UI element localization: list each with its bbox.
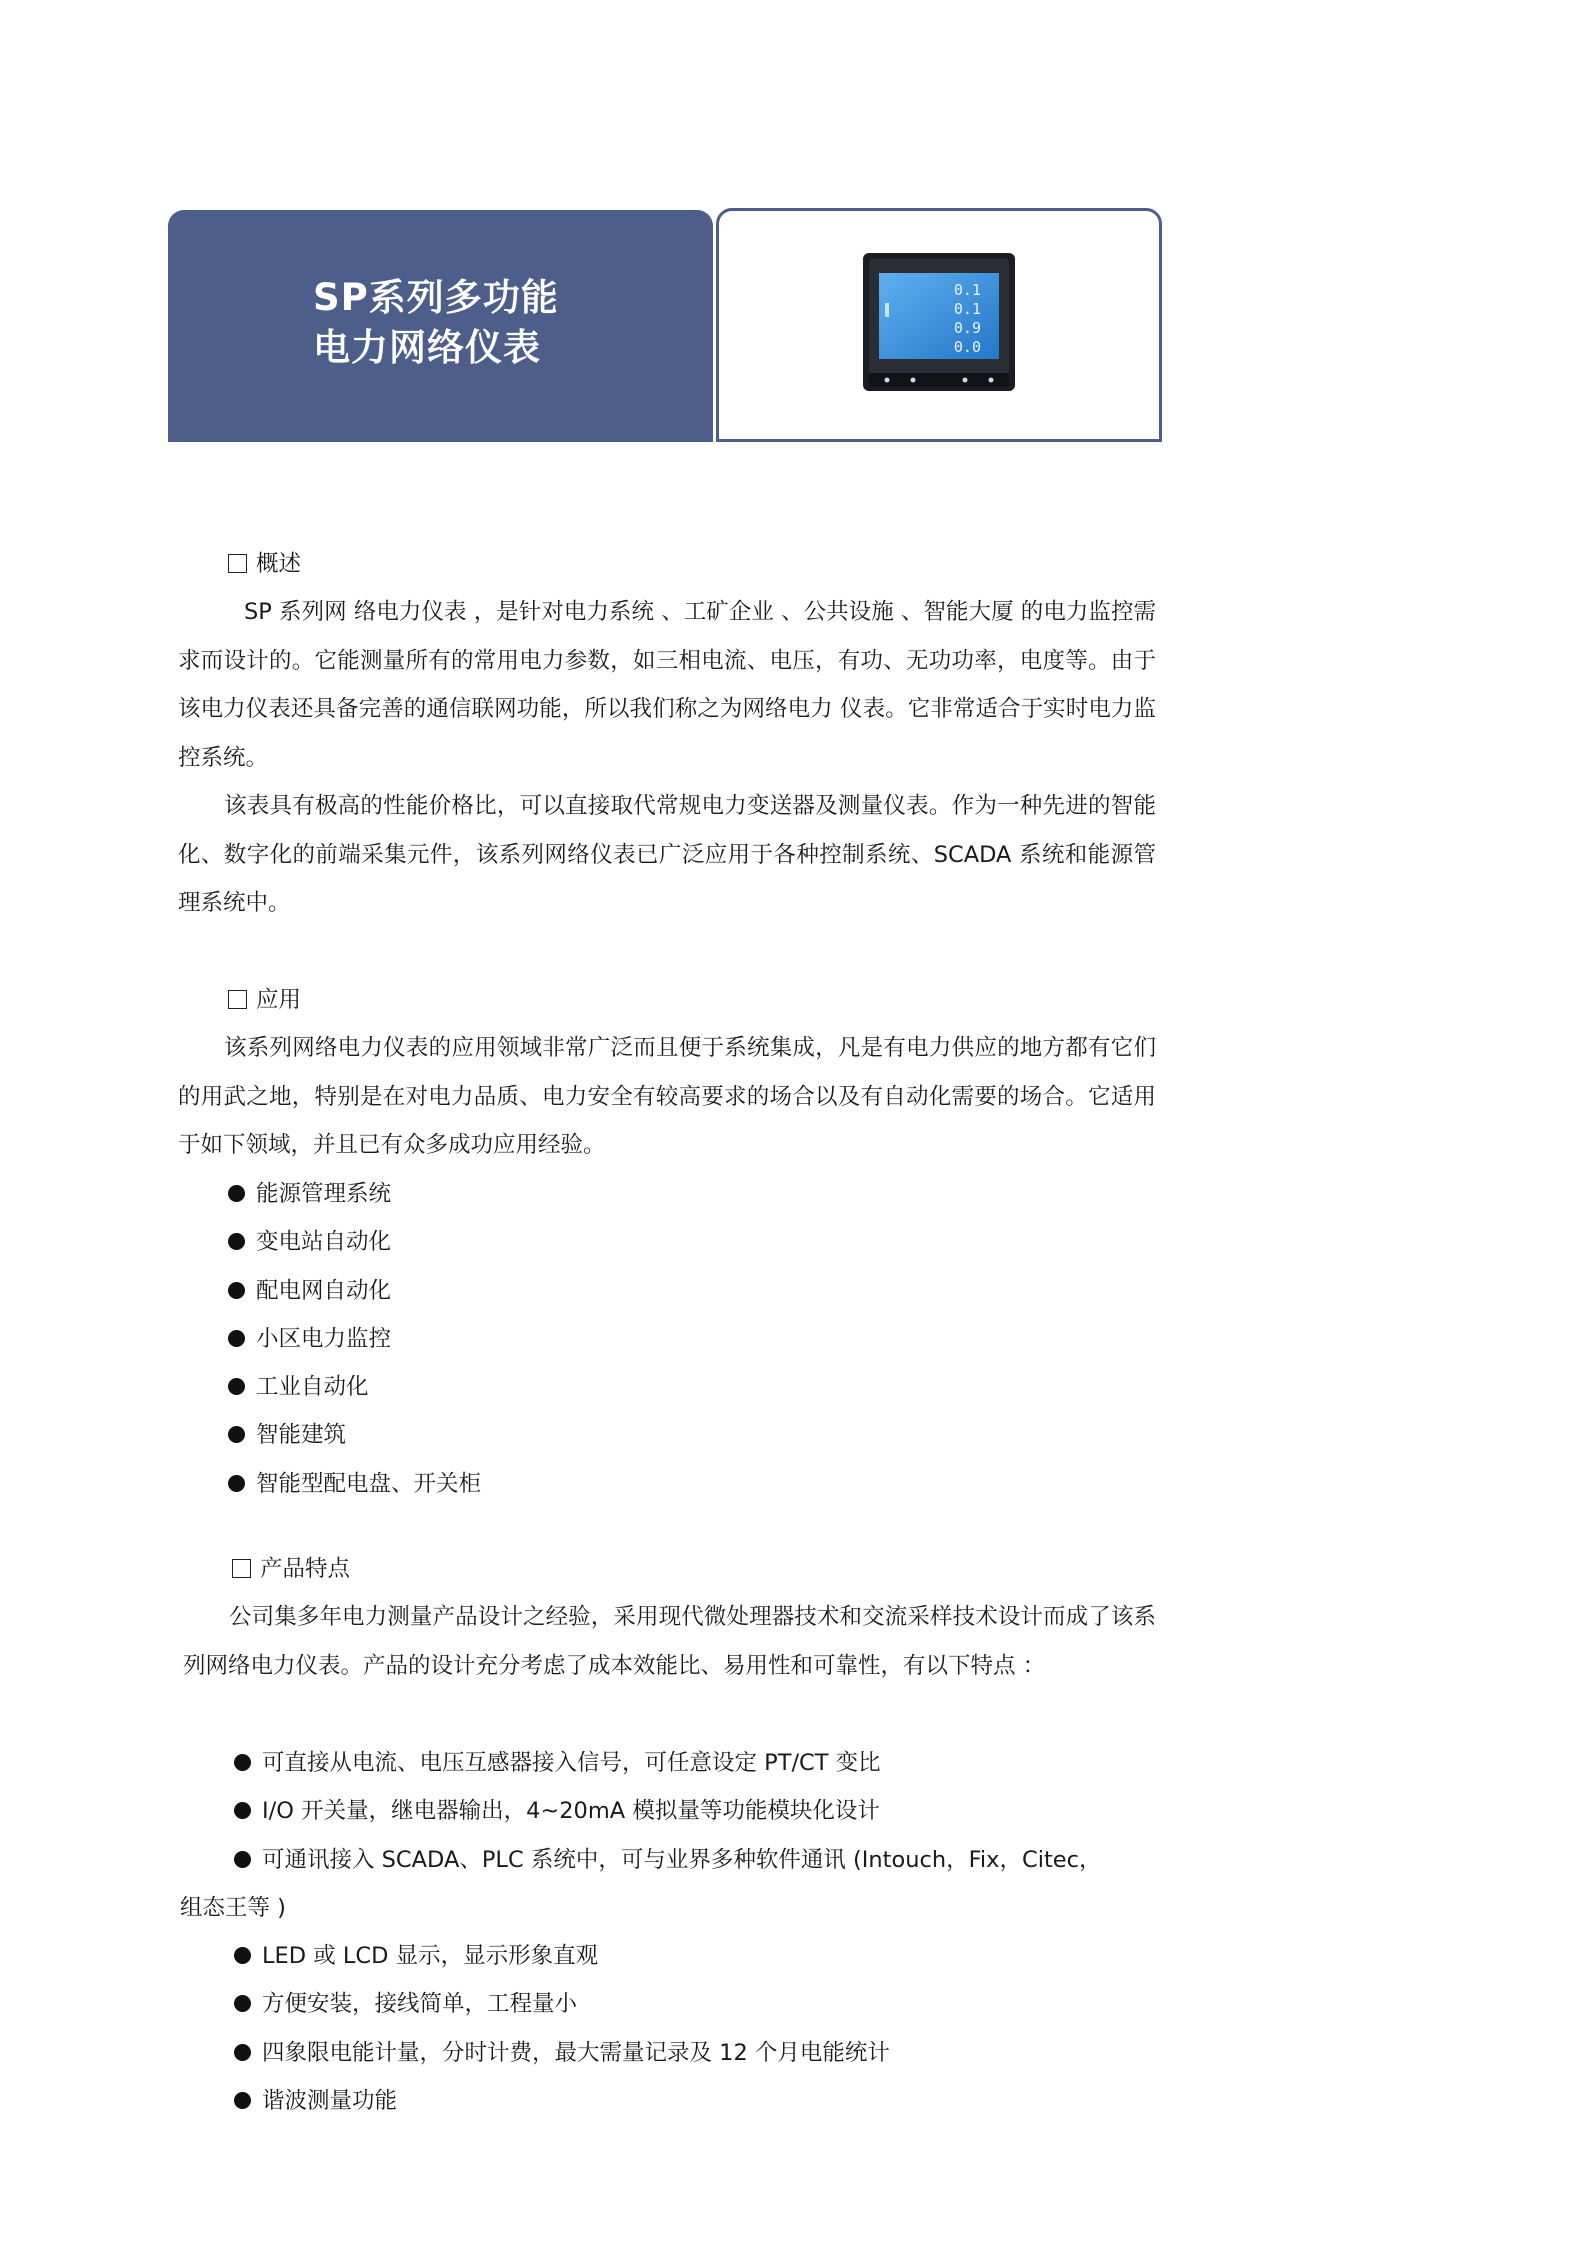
list-item: I/O 开关量，继电器输出，4~20mA 模拟量等功能模块化设计: [234, 1787, 1156, 1835]
bullet-icon: [234, 2044, 251, 2061]
checkbox-square-icon: [228, 554, 247, 573]
bullet-icon: [234, 2092, 251, 2109]
bullet-icon: [228, 1330, 245, 1347]
bullet-icon: [228, 1378, 245, 1395]
bullet-icon: [234, 1851, 251, 1868]
section-title-application: 应用: [228, 976, 301, 1024]
bullet-icon: [234, 1995, 251, 2012]
list-item: 智能建筑: [228, 1411, 481, 1459]
display-reading-3: 0.9: [953, 319, 981, 337]
list-item: 小区电力监控: [228, 1315, 481, 1363]
list-item: 可直接从电流、电压互感器接入信号，可任意设定 PT/CT 变比: [234, 1739, 1156, 1787]
bullet-icon: [228, 1475, 245, 1492]
header-banner: [168, 210, 713, 442]
display-reading-4: 0.0: [953, 338, 981, 356]
power-meter-image: [861, 251, 1017, 393]
section-title-overview: 概述: [228, 540, 301, 588]
checkbox-square-icon: [228, 990, 247, 1009]
section-title-features: 产品特点: [232, 1545, 350, 1593]
list-item: 方便安装，接线简单，工程量小: [234, 1980, 1156, 2028]
list-item: LED 或 LCD 显示，显示形象直观: [234, 1932, 1156, 1980]
display-reading-1: 0.1: [953, 281, 981, 299]
list-item: 组态王等 ): [180, 1894, 286, 1921]
checkbox-square-icon: [232, 1559, 251, 1578]
bullet-icon: [234, 1802, 251, 1819]
bullet-icon: [228, 1282, 245, 1299]
list-item: 工业自动化: [228, 1363, 481, 1411]
bullet-icon: [228, 1426, 245, 1443]
features-list: [180, 1739, 1156, 2125]
bullet-icon: [228, 1233, 245, 1250]
list-item: 可通讯接入 SCADA、PLC 系统中，可与业界多种软件通讯 (Intouch，Fix，Citec，: [234, 1836, 1156, 1884]
application-list: [228, 1170, 481, 1508]
title-line-1: SP系列多功能: [313, 276, 559, 319]
list-item: 配电网自动化: [228, 1267, 481, 1315]
display-reading-2: 0.1: [953, 300, 981, 318]
bullet-icon: [228, 1185, 245, 1202]
overview-paragraph-1: SP 系列网 络电力仪表 ，是针对电力系统 、工矿企业 、公共设施 、智能大厦 的电力监控需求而设计的。它能测量所有的常用电力参数，如三相电流、电压，有功、无功功率，电度等。由于该电力仪表还具备完善的通信联网功能，所以我们称之为网络电力 仪表。它非常适合于实时电力监控系统。: [178, 599, 1156, 771]
title-line-2: 电力网络仪表: [313, 326, 541, 369]
list-item: 谐波测量功能: [234, 2077, 1156, 2125]
application-paragraph: 该系列网络电力仪表的应用领域非常广泛而且便于系统集成，凡是有电力供应的地方都有它们的用武之地，特别是在对电力品质、电力安全有较高要求的场合以及有自动化需要的场合。它适用于如下领域，并且已有众多成功应用经验。: [178, 1035, 1156, 1158]
list-item: 能源管理系统: [228, 1170, 481, 1218]
overview-paragraph-2: 该表具有极高的性能价格比，可以直接取代常规电力变送器及测量仪表。作为一种先进的智能化、数字化的前端采集元件，该系列网络仪表已广泛应用于各种控制系统、SCADA 系统和能源管理系统中。: [178, 793, 1156, 916]
list-item: 四象限电能计量，分时计费，最大需量记录及 12 个月电能统计: [234, 2029, 1156, 2077]
product-photo-frame: [716, 208, 1162, 442]
list-item: 智能型配电盘、开关柜: [228, 1460, 481, 1508]
list-item: 变电站自动化: [228, 1218, 481, 1266]
bullet-icon: [234, 1754, 251, 1771]
features-paragraph: 公司集多年电力测量产品设计之经验，采用现代微处理器技术和交流采样技术设计而成了该系列网络电力仪表。产品的设计充分考虑了成本效能比、易用性和可靠性，有以下特点 ：: [183, 1604, 1156, 1679]
page-title: [313, 273, 559, 373]
bullet-icon: [234, 1947, 251, 1964]
